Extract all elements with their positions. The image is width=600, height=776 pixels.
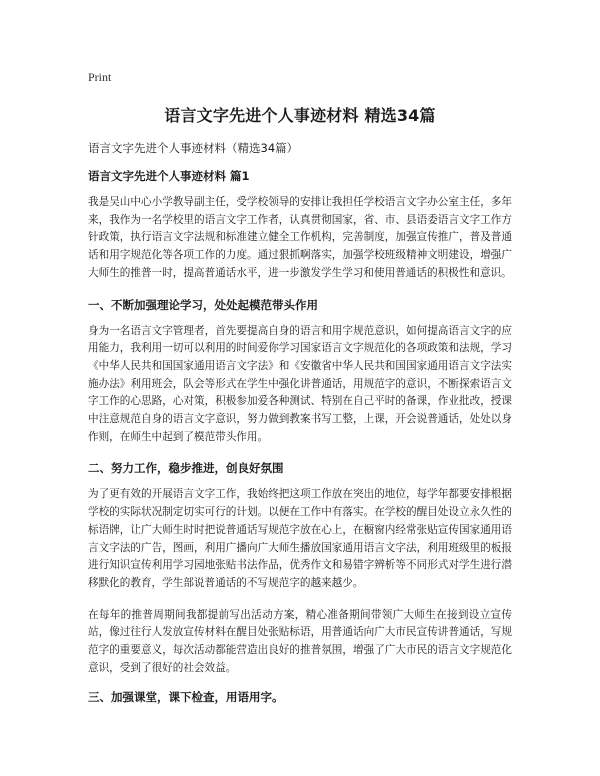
section-heading-3: 三、加强课堂，课下检查，用语用字。 (88, 690, 284, 705)
section-2-paragraph-1: 为了更有效的开展语言文字工作，我始终把这项工作放在突出的地位，每学年都要安排根据学校的实际状况制定切实可行的计划。以便在工作中有落实。在学校的醒目处设立永久性的标语牌，让广大师生时时把说普通话写规范字放在心上，在橱窗内经常张贴宣传国家通用语言文字法的广告，图画，利用广播向广大师生播放国家通用语言文字法，利用班级里的板报进行知识宣传利用学习园地张贴书法作品，优秀作文和易错字辨析等不同形式对学生进行潜移默化的教育，学生部说普通话的不写规范字的越来越少。 (88, 488, 512, 589)
section-1-paragraph: 身为一名语言文字管理者，首先要提高自身的语言和用字规范意识，如何提高语言文字的应用能力，我利用一切可以利用的时间爱你学习国家语言文字规范化的各项政策和法规，学习《中华人民共和国国家通用语言文字法》和《安徽省中华人民共和国国家通用语言文字法实施办法》利用班会，队会等形式在学生中强化讲普通话，用规范字的意识，不断探索语言文字工作的心思路，心对策，积极参加爱各种测试、特别在自己平时的备课，作业批改，授课中注意规范自身的语言文字意识，努力做到教案书写工整，上课，开会说普通话，处处以身作则，在师生中起到了模范带头作用。 (88, 324, 512, 443)
print-link[interactable]: Print (88, 70, 112, 84)
document-title: 语言文字先进个人事迹材料 精选34篇 (164, 106, 436, 125)
intro-paragraph: 我是吴山中心小学教导副主任，受学校领导的安排让我担任学校语言文字办公室主任，多年来，我作为一名学校里的语言文字工作者，认真贯彻国家，省、市、县语委语言文字工作方针政策，执行语言文字法规和标准建立健全工作机构，完善制度，加强宣传推广，普及普通话和用字规范化等各项工作的力度。通过狠抓啊落实，加强学校班级精神文明建设，增强广大师生的推普一时，提高普通话水平，进一步激发学生学习和使用普通话的积极性和意识。 (88, 196, 512, 279)
article-heading: 语言文字先进个人事迹材料 篇1 (88, 169, 250, 183)
section-2-paragraph-2: 在每年的推普周期间我都提前写出活动方案，精心准备期间带领广大师生在接到设立宣传站，像过往行人发放宣传材料在醒目处张贴标语，用普通话向广大市民宣传讲普通话，写规范字的重要意义，每次活动都能营造出良好的推普氛围，增强了广大市民的语言文字规范化意识，受到了很好的社会效益。 (88, 608, 512, 674)
section-heading-2: 二、努力工作，稳步推进，创良好氛围 (88, 461, 284, 476)
section-heading-1: 一、不断加强理论学习，处处起模范带头作用 (88, 297, 318, 312)
document-subtitle: 语言文字先进个人事迹材料（精选34篇） (88, 141, 299, 155)
